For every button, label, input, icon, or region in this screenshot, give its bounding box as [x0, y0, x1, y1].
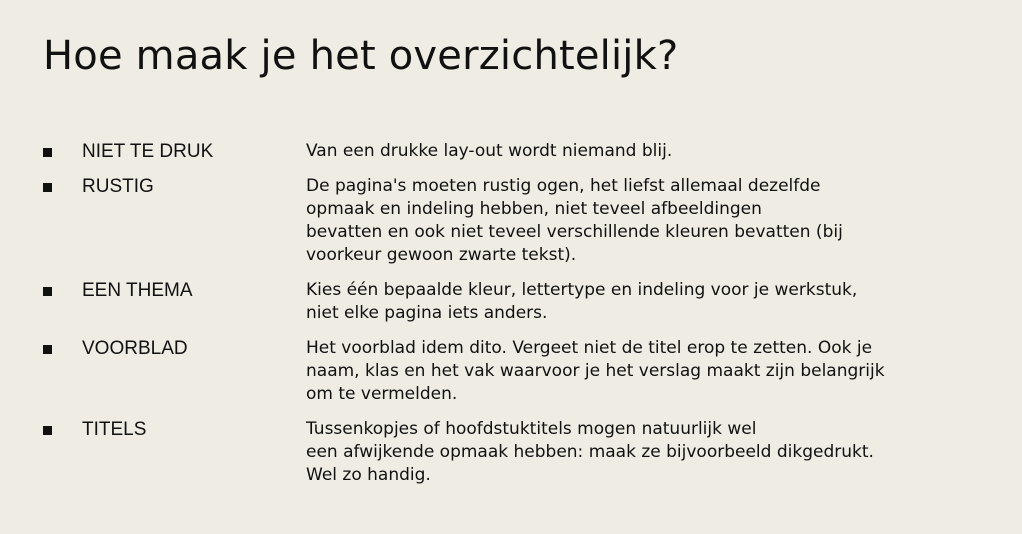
description-line: om te vermelden. [306, 384, 458, 404]
list-item-voorblad [43, 337, 1003, 406]
description-line: voorkeur gewoon zwarte tekst). [306, 245, 577, 265]
item-term: EEN THEMA [82, 280, 193, 301]
square-bullet-icon [43, 287, 52, 296]
square-bullet-icon [43, 345, 52, 354]
item-description [306, 418, 1003, 487]
bullet-list [43, 140, 1003, 499]
list-item-rustig [43, 175, 1003, 267]
item-description [306, 279, 1003, 325]
list-item-een-thema [43, 279, 1003, 325]
description-line: Tussenkopjes of hoofdstuktitels mogen natuurlijk wel [306, 419, 757, 439]
list-item-titels [43, 418, 1003, 487]
item-term: VOORBLAD [82, 338, 188, 359]
item-description [306, 140, 1003, 163]
description-line: bevatten en ook niet teveel verschillende kleuren bevatten (bij [306, 222, 843, 242]
description-line: Wel zo handig. [306, 465, 431, 485]
item-description [306, 175, 1003, 267]
square-bullet-icon [43, 183, 52, 192]
square-bullet-icon [43, 426, 52, 435]
list-item-niet-te-druk [43, 140, 1003, 163]
description-line: naam, klas en het vak waarvoor je het verslag maakt zijn belangrijk [306, 361, 885, 381]
item-term: NIET TE DRUK [82, 141, 214, 162]
item-term: TITELS [82, 419, 147, 440]
description-line: opmaak en indeling hebben, niet teveel afbeeldingen [306, 199, 762, 219]
item-term: RUSTIG [82, 176, 154, 197]
description-line: een afwijkende opmaak hebben: maak ze bijvoorbeeld dikgedrukt. [306, 442, 874, 462]
slide-title: Hoe maak je het overzichtelijk? [43, 33, 679, 79]
description-line: Van een drukke lay-out wordt niemand blij. [306, 141, 673, 161]
item-description [306, 337, 1003, 406]
description-line: Het voorblad idem dito. Vergeet niet de titel erop te zetten. Ook je [306, 338, 873, 358]
square-bullet-icon [43, 148, 52, 157]
description-line: Kies één bepaalde kleur, lettertype en indeling voor je werkstuk, [306, 280, 858, 300]
description-line: De pagina's moeten rustig ogen, het liefst allemaal dezelfde [306, 176, 821, 196]
description-line: niet elke pagina iets anders. [306, 303, 548, 323]
